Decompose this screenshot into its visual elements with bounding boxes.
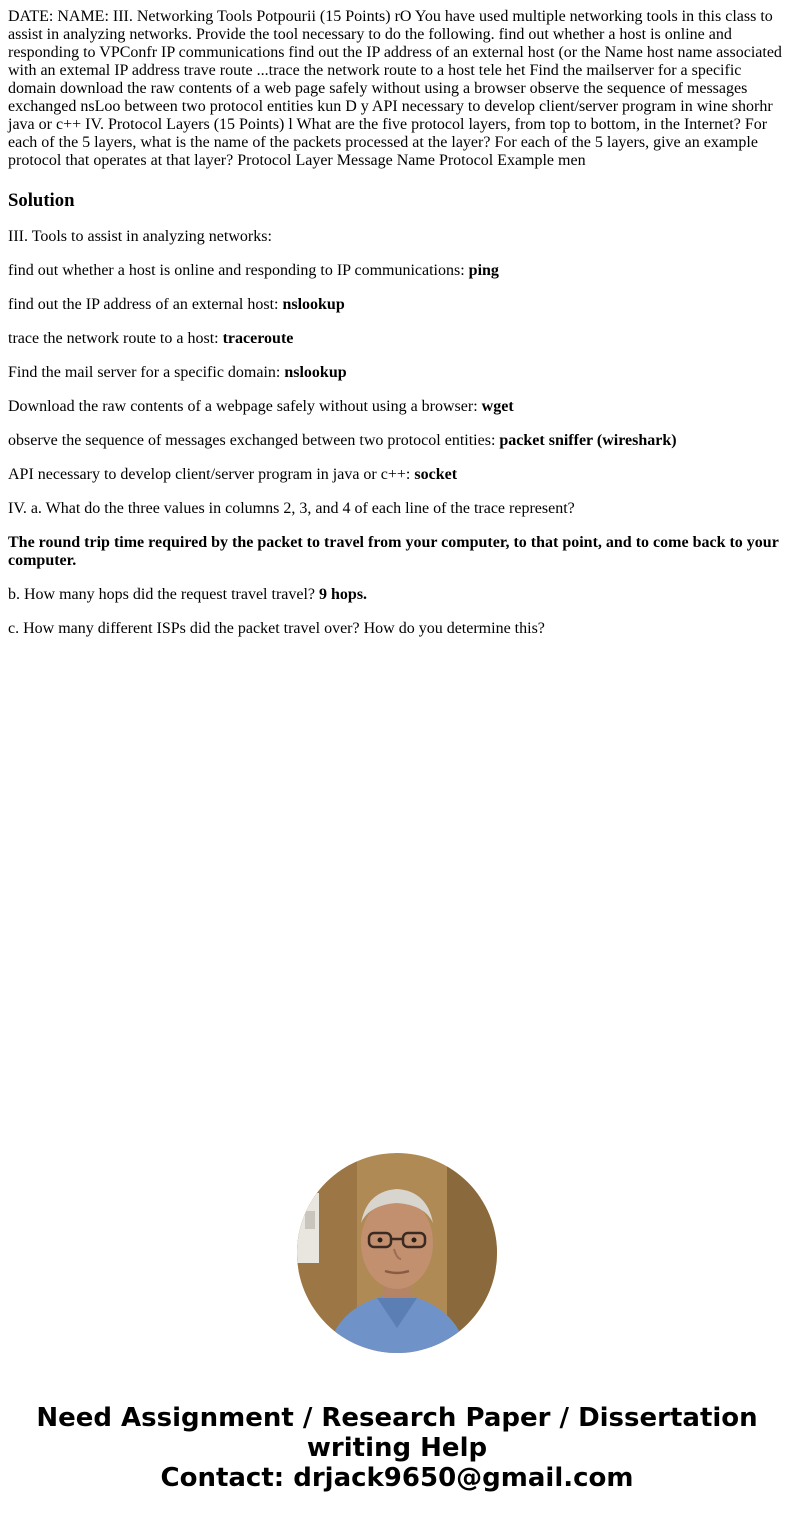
- tool-prompt: Find the mail server for a specific domain:: [8, 364, 285, 381]
- avatar: [297, 1153, 497, 1353]
- document-content: [8, 8, 786, 638]
- tool-answer: packet sniffer (wireshark): [499, 432, 677, 449]
- footer-line-1: Need Assignment / Research Paper / Dissertation: [36, 1403, 758, 1433]
- tool-prompt: find out the IP address of an external host:: [8, 296, 283, 313]
- tool-answer: nslookup: [284, 364, 347, 381]
- tool-prompt: API necessary to develop client/server program in java or c++:: [8, 466, 415, 483]
- tool-prompt: Download the raw contents of a webpage safely without using a browser:: [8, 398, 482, 415]
- tool-item-ip-lookup: [8, 296, 786, 314]
- tool-answer: traceroute: [222, 330, 294, 347]
- tool-item-download: [8, 398, 786, 416]
- tool-item-sniffer: [8, 432, 786, 450]
- question-iv-c: c. How many different ISPs did the packet travel over? How do you determine this?: [8, 620, 545, 637]
- solution-intro: III. Tools to assist in analyzing networks:: [8, 228, 272, 245]
- question-iv-a: IV. a. What do the three values in columns 2, 3, and 4 of each line of the trace represent?: [8, 500, 575, 517]
- answer-iv-a: [8, 534, 786, 570]
- tool-prompt: find out whether a host is online and responding to IP communications:: [8, 262, 469, 279]
- solution-heading: Solution: [8, 190, 75, 211]
- tool-item-mailserver: [8, 364, 786, 382]
- avatar-portrait: [297, 1153, 497, 1353]
- tool-prompt: observe the sequence of messages exchanged between two protocol entities:: [8, 432, 500, 449]
- tool-item-api: [8, 466, 786, 484]
- tool-answer: ping: [468, 262, 499, 279]
- tool-answer: wget: [481, 398, 514, 415]
- tool-item-traceroute: [8, 330, 786, 348]
- tool-answer: nslookup: [282, 296, 345, 313]
- footer-promo: [0, 1403, 794, 1493]
- question-iv-b: [8, 586, 786, 604]
- footer-contact: Contact: drjack9650@gmail.com: [160, 1463, 634, 1493]
- tool-item-ping: [8, 262, 786, 280]
- footer-line-2: writing Help: [306, 1433, 488, 1463]
- answer-iv-a-text: The round trip time required by the packet to travel from your computer, to that point, and to come back to your computer.: [8, 534, 779, 569]
- tool-answer: socket: [414, 466, 458, 483]
- question-text: DATE: NAME: III. Networking Tools Potpourii (15 Points) rO You have used multiple networking tools in this class to assist in analyzing networks. Provide the tool necessary to do the following. find out whether a host is online and responding to VPConfr IP communications find out the IP address of an external host (or the Name host name associated with an extemal IP address trave route ...trace the network route to a host tele het Find the mailserver for a specific domain download the raw contents of a web page safely without using a browser observe the sequence of messages exchanged nsLoo between two protocol entities kun D y API necessary to develop client/server program in wine shorhr java or c++ IV. Protocol Layers (15 Points) l What are the five protocol layers, from top to bottom, in the Internet? For each of the 5 layers, what is the name of the packets processed at the layer? For each of the 5 layers, give an example protocol that operates at that layer? Protocol Layer Message Name Protocol Example men: [8, 8, 782, 169]
- tool-prompt: trace the network route to a host:: [8, 330, 223, 347]
- answer-iv-b-text: 9 hops.: [319, 586, 368, 603]
- question-iv-b-text: b. How many hops did the request travel travel?: [8, 586, 320, 603]
